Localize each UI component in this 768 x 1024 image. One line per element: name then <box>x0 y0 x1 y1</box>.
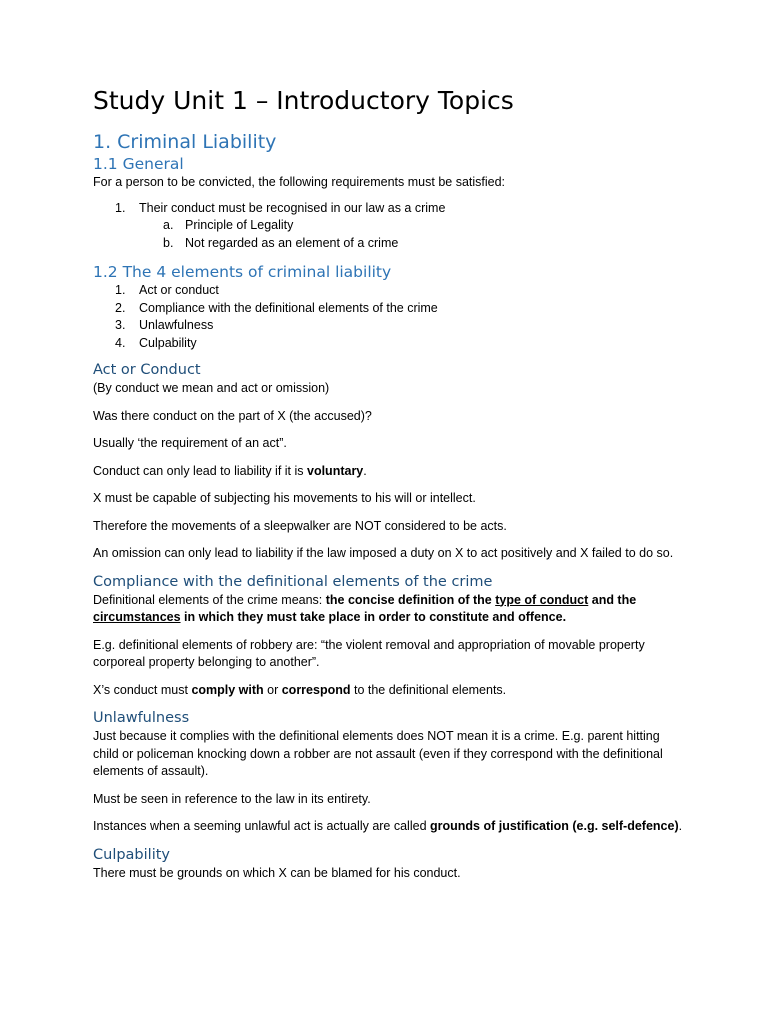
paragraph: There must be grounds on which X can be blamed for his conduct. <box>93 865 461 880</box>
paragraph-justification <box>93 818 683 836</box>
list-item-text: Their conduct must be recognised in our law as a crime <box>139 200 446 215</box>
paragraph-voluntary <box>93 463 683 481</box>
text-run: Conduct can only lead to liability if it is <box>93 463 307 478</box>
heading-unlawfulness: Unlawfulness <box>93 710 190 726</box>
paragraph: Must be seen in reference to the law in its entirety. <box>93 791 371 806</box>
paragraph: An omission can only lead to liability if the law imposed a duty on X to act positively and X failed to do so. <box>93 546 674 560</box>
underlined-bold-text: circumstances <box>93 610 181 624</box>
list-item-text: Culpability <box>139 335 197 350</box>
heading-compliance: Compliance with the definitional elements of the crime <box>93 573 493 590</box>
document-page <box>93 84 683 892</box>
sub-list-item-text: Principle of Legality <box>185 218 294 232</box>
requirements-list <box>93 200 683 253</box>
paragraph: Therefore the movements of a sleepwalker are NOT considered to be acts. <box>93 518 507 533</box>
list-item-text: Act or conduct <box>139 283 219 297</box>
list-item-text: Compliance with the definitional elements of the crime <box>139 300 438 315</box>
list-item-text: Unlawfulness <box>139 318 214 332</box>
text-run: . <box>678 819 683 833</box>
bold-text: in which they must take place in order to constitute and offence. <box>180 610 567 624</box>
general-intro: For a person to be convicted, the following requirements must be satisfied: <box>93 175 506 189</box>
heading-culpability: Culpability <box>93 846 170 863</box>
text-run: to the definitional elements. <box>350 682 507 697</box>
list-number: 3. <box>115 318 126 332</box>
paragraph: Usually ‘the requirement of an act”. <box>93 436 287 450</box>
subsection-heading-general: 1.1 General <box>93 155 184 173</box>
list-item <box>93 317 683 335</box>
paragraph: X must be capable of subjecting his movements to his will or intellect. <box>93 491 476 505</box>
list-item <box>93 282 683 300</box>
text-run: X’s conduct must <box>93 682 192 697</box>
list-letter: b. <box>163 235 174 250</box>
text-run: or <box>263 682 282 697</box>
list-letter: a. <box>163 218 174 232</box>
bold-text: correspond <box>281 682 351 697</box>
bold-text: voluntary <box>307 463 364 478</box>
bold-text: grounds of justification (e.g. self-defence) <box>430 819 679 833</box>
paragraph: E.g. definitional elements of robbery are: “the violent removal and appropriation of movable property corporeal property belonging to another”. <box>93 637 645 669</box>
paragraph: (By conduct we mean and act or omission) <box>93 381 330 395</box>
paragraph: Just because it complies with the definitional elements does NOT mean it is a crime. E.g. parent hitting child or policeman knocking down a robber are not assault (even if they correspond with the definitional elements of assault). <box>93 729 663 778</box>
text-run: . <box>363 463 367 478</box>
bold-text: the concise definition of the <box>325 592 496 607</box>
paragraph-definition <box>93 592 683 627</box>
paragraph-comply <box>93 682 683 700</box>
underlined-bold-text: type of conduct <box>495 592 589 607</box>
list-item <box>93 300 683 318</box>
elements-list <box>93 282 683 352</box>
list-item <box>93 200 683 218</box>
paragraph: Was there conduct on the part of X (the accused)? <box>93 408 372 423</box>
bold-text: comply with <box>191 682 264 697</box>
sub-list-item-text: Not regarded as an element of a crime <box>185 235 399 250</box>
list-number: 2. <box>115 300 126 315</box>
page-title: Study Unit 1 – Introductory Topics <box>93 86 514 115</box>
subsection-heading-elements: 1.2 The 4 elements of criminal liability <box>93 263 392 281</box>
list-number: 1. <box>115 283 126 297</box>
sub-list-item <box>93 235 683 253</box>
heading-act-or-conduct: Act or Conduct <box>93 362 201 378</box>
bold-text: and the <box>588 592 637 607</box>
text-run: Instances when a seeming unlawful act is actually are called <box>93 819 430 833</box>
list-item <box>93 335 683 353</box>
sub-list-item <box>93 217 683 235</box>
list-number: 4. <box>115 335 126 350</box>
text-run: Definitional elements of the crime means: <box>93 592 326 607</box>
list-number: 1. <box>115 200 126 215</box>
section-heading-criminal-liability: 1. Criminal Liability <box>93 131 277 153</box>
